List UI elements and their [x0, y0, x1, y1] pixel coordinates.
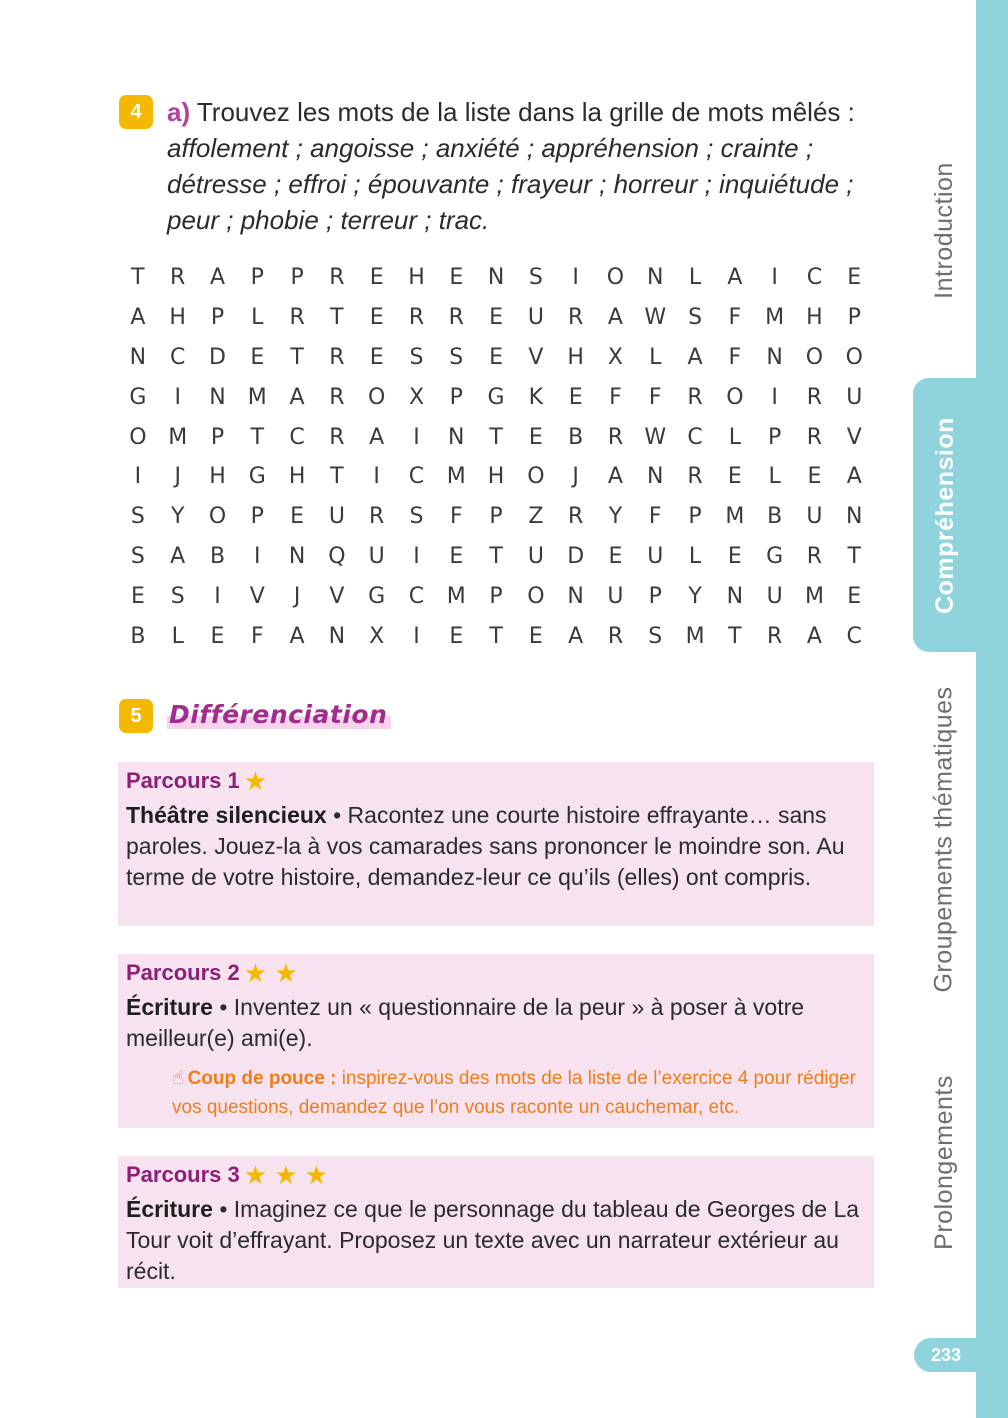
grid-letter: R [329, 384, 345, 410]
parcours-2-box [118, 954, 874, 1128]
grid-letter: E [130, 583, 145, 609]
grid-letter: T [489, 543, 503, 569]
grid-letter: E [290, 504, 305, 530]
tab-comprehension[interactable] [913, 378, 977, 652]
grid-letter: R [448, 305, 464, 331]
grid-letter: N [766, 344, 783, 370]
grid-letter: D [209, 344, 226, 370]
grid-letter: Y [688, 583, 702, 609]
grid-letter: C [846, 623, 862, 649]
grid-letter: R [607, 424, 624, 450]
grid-letter: H [169, 305, 186, 331]
grid-letter: H [567, 344, 584, 370]
grid-letter: F [250, 623, 264, 649]
thumbs-up-icon: ☝ [172, 1068, 184, 1089]
parcours-1-heading [126, 766, 866, 796]
grid-letter: W [644, 424, 667, 450]
grid-letter: L [171, 623, 184, 649]
grid-letter: E [528, 424, 543, 450]
grid-letter: T [728, 623, 742, 649]
tab-introduction-label: Introduction [929, 161, 958, 299]
tab-groupements-label: Groupements thématiques [929, 685, 958, 993]
grid-letter: U [328, 504, 345, 530]
star-icon: ★ ★ [243, 958, 298, 988]
exercise-4-part-label: a) [167, 97, 191, 127]
grid-letter: R [289, 305, 305, 331]
grid-letter: S [130, 543, 145, 569]
grid-letter: P [648, 583, 662, 609]
grid-row [118, 377, 874, 417]
grid-letter: M [725, 504, 745, 530]
parcours-1-keyword: Théâtre silencieux [126, 802, 327, 828]
word-search-grid [118, 258, 874, 656]
grid-letter: R [607, 623, 624, 649]
grid-letter: G [129, 384, 147, 410]
grid-letter: C [408, 464, 425, 490]
tab-groupements-thematiques[interactable] [920, 672, 968, 1006]
grid-letter: E [847, 583, 862, 609]
grid-letter: O [527, 464, 545, 490]
grid-letter: V [329, 583, 345, 609]
grid-letter: U [527, 543, 544, 569]
parcours-2-keyword: Écriture [126, 994, 213, 1020]
grid-letter: I [771, 265, 778, 291]
grid-letter: L [251, 305, 264, 331]
grid-letter: P [768, 424, 782, 450]
grid-letter: L [649, 344, 662, 370]
parcours-2-body: Écriture • Inventez un « questionnaire de la peur » à poser à votre meilleur(e) ami(e). [126, 994, 805, 1051]
grid-letter: G [487, 384, 505, 410]
grid-letter: M [168, 424, 188, 450]
grid-letter: A [607, 305, 623, 331]
parcours-1-box [118, 762, 874, 926]
grid-letter: O [805, 344, 824, 370]
grid-letter: M [685, 623, 705, 649]
star-icon: ★ [243, 766, 268, 796]
grid-letter: I [373, 464, 380, 490]
grid-letter: I [413, 543, 420, 569]
grid-letter: W [644, 305, 667, 331]
grid-letter: J [293, 583, 301, 609]
grid-letter: R [687, 384, 703, 410]
parcours-1-text: Racontez une courte histoire effrayante… sans paroles. Jouez-la à vos camarades sans prononcer le moindre son. Au terme de votre histoire, demandez-leur ce qu’ils (elles) ont compris. [126, 802, 845, 890]
grid-letter: E [528, 623, 543, 649]
grid-letter: M [247, 384, 267, 410]
grid-letter: S [130, 504, 145, 530]
grid-letter: T [131, 265, 145, 291]
grid-letter: P [489, 504, 503, 530]
grid-letter: I [413, 623, 420, 649]
grid-letter: P [250, 504, 264, 530]
grid-letter: H [806, 305, 823, 331]
grid-row [118, 457, 874, 497]
grid-row [118, 417, 874, 457]
grid-letter: A [289, 384, 305, 410]
grid-letter: U [846, 384, 863, 410]
grid-letter: P [489, 583, 503, 609]
exercise-4-word-list: affolement ; angoisse ; anxiété ; appréhension ; crainte ; détresse ; effroi ; épouvante ; frayeur ; horreur ; inquiétude ; peur ; phobie ; terreur ; trac. [167, 133, 854, 235]
grid-letter: F [609, 384, 622, 410]
grid-letter: J [572, 464, 579, 490]
grid-row [118, 616, 874, 656]
grid-letter: Q [328, 543, 346, 569]
parcours-2-label: Parcours 2 [126, 960, 240, 985]
grid-letter: K [528, 384, 544, 410]
grid-letter: N [288, 543, 306, 569]
grid-letter: C [170, 344, 186, 370]
grid-letter: Y [608, 504, 623, 530]
tip-label: Coup de pouce : [187, 1068, 337, 1089]
grid-letter: O [368, 384, 386, 410]
grid-letter: E [727, 543, 742, 569]
grid-letter: F [648, 504, 662, 530]
grid-letter: I [572, 265, 579, 291]
grid-letter: N [328, 623, 346, 649]
grid-letter: Z [528, 504, 544, 530]
grid-letter: B [130, 623, 146, 649]
grid-letter: S [449, 344, 464, 370]
grid-letter: U [527, 305, 544, 331]
grid-letter: L [688, 265, 702, 291]
grid-letter: E [210, 623, 225, 649]
exercise-5-number-badge: 5 [119, 699, 153, 733]
grid-letter: P [250, 265, 264, 291]
grid-letter: I [214, 583, 221, 609]
grid-letter: M [446, 583, 466, 609]
grid-letter: E [250, 344, 265, 370]
grid-letter: H [487, 464, 505, 490]
grid-letter: G [248, 464, 266, 490]
grid-letter: O [208, 504, 227, 530]
grid-letter: M [765, 305, 785, 331]
grid-letter: J [174, 464, 181, 490]
tip-text: inspirez-vous des mots de la liste de l’exercice 4 pour rédiger vos questions, demandez que l’on vous raconte un cauchemar, etc. [172, 1068, 856, 1118]
grid-letter: E [608, 543, 623, 569]
star-icon: ★ ★ ★ [243, 1160, 329, 1190]
grid-letter: P [847, 305, 861, 331]
grid-letter: E [807, 464, 822, 490]
grid-letter: P [688, 504, 702, 530]
grid-letter: I [134, 464, 142, 490]
tab-introduction[interactable] [920, 150, 968, 310]
grid-letter: A [727, 265, 743, 291]
parcours-2-heading [126, 958, 866, 988]
grid-letter: U [766, 583, 783, 609]
grid-letter: V [249, 583, 265, 609]
grid-letter: A [130, 305, 146, 331]
grid-letter: R [568, 504, 584, 530]
grid-letter: M [446, 464, 466, 490]
exercise-4-instruction-text: Trouvez les mots de la liste dans la grille de mots mêlés : [196, 97, 855, 127]
grid-letter: E [449, 623, 464, 649]
grid-letter: U [647, 543, 664, 569]
parcours-3-heading [126, 1160, 866, 1190]
grid-letter: C [408, 583, 425, 609]
grid-letter: A [369, 424, 385, 450]
grid-letter: E [727, 464, 742, 490]
grid-letter: S [688, 305, 703, 331]
grid-letter: R [329, 424, 345, 450]
grid-letter: P [210, 305, 225, 331]
grid-letter: H [209, 464, 226, 490]
grid-letter: I [174, 384, 181, 410]
grid-letter: R [369, 504, 385, 530]
grid-letter: N [567, 583, 584, 609]
grid-letter: R [568, 305, 584, 331]
parcours-3-body: Écriture • Imaginez ce que le personnage du tableau de Georges de La Tour voit d’effrayant. Proposez un texte avec un narrateur extérieur au récit. [126, 1196, 860, 1284]
exercise-4-number-badge: 4 [119, 95, 153, 129]
grid-letter: T [250, 424, 265, 450]
grid-letter: O [606, 265, 625, 291]
grid-letter: F [449, 504, 463, 530]
grid-letter: R [767, 623, 783, 649]
parcours-3-keyword: Écriture [126, 1196, 213, 1222]
grid-letter: O [845, 344, 863, 370]
grid-letter: S [648, 623, 663, 649]
grid-letter: U [607, 583, 624, 609]
grid-letter: R [687, 464, 703, 490]
grid-letter: T [330, 305, 344, 331]
parcours-3-text: Imaginez ce que le personnage du tableau de Georges de La Tour voit d’effrayant. Proposez un texte avec un narrateur extérieur au récit. [126, 1196, 860, 1284]
grid-letter: N [209, 384, 226, 410]
grid-letter: A [687, 344, 703, 370]
parcours-1-body: Théâtre silencieux • Racontez une courte histoire effrayante… sans paroles. Jouez-la à vos camarades sans prononcer le moindre son. Au terme de votre histoire, demandez-leur ce qu’ils (elles) ont compris. [126, 802, 845, 890]
grid-letter: R [806, 543, 823, 569]
grid-letter: T [489, 623, 503, 649]
grid-letter: A [607, 464, 623, 490]
page-number: 233 [914, 1338, 978, 1372]
grid-letter: I [413, 424, 420, 450]
parcours-1-label: Parcours 1 [126, 768, 240, 793]
grid-letter: X [408, 384, 425, 410]
grid-letter: E [449, 543, 464, 569]
grid-letter: F [648, 384, 662, 410]
grid-letter: N [647, 464, 664, 490]
grid-letter: B [209, 543, 226, 569]
grid-letter: C [289, 424, 305, 450]
grid-letter: A [846, 464, 862, 490]
grid-letter: E [369, 265, 384, 291]
coup-de-pouce-tip [172, 1064, 866, 1122]
parcours-3-label: Parcours 3 [126, 1162, 240, 1187]
grid-letter: L [768, 464, 781, 490]
grid-letter: P [210, 424, 225, 450]
grid-letter: C [687, 424, 703, 450]
grid-letter: U [806, 504, 823, 530]
grid-letter: M [804, 583, 824, 609]
grid-letter: R [806, 424, 823, 450]
chapter-sidebar [976, 0, 1008, 1418]
grid-letter: O [726, 384, 744, 410]
grid-letter: E [847, 265, 862, 291]
grid-letter: T [847, 543, 861, 569]
grid-letter: D [567, 543, 585, 569]
grid-letter: E [369, 344, 384, 370]
grid-letter: S [409, 344, 424, 370]
grid-letter: N [448, 424, 465, 450]
grid-letter: O [527, 583, 545, 609]
grid-row [118, 258, 874, 298]
grid-letter: T [290, 344, 304, 370]
parcours-2-text: Inventez un « questionnaire de la peur » à poser à votre meilleur(e) ami(e). [126, 994, 805, 1051]
grid-letter: E [489, 305, 504, 331]
grid-letter: N [487, 265, 505, 291]
grid-letter: S [528, 265, 543, 291]
grid-row [118, 298, 874, 338]
grid-letter: R [329, 344, 345, 370]
grid-letter: B [767, 504, 783, 530]
grid-letter: S [170, 583, 185, 609]
grid-letter: U [368, 543, 385, 569]
grid-letter: L [688, 543, 702, 569]
grid-letter: R [170, 265, 186, 291]
tab-comprehension-label: Compréhension [930, 416, 959, 614]
grid-letter: V [528, 344, 544, 370]
grid-letter: R [408, 305, 425, 331]
grid-letter: C [806, 265, 823, 291]
grid-letter: E [369, 305, 384, 331]
grid-letter: G [766, 543, 784, 569]
grid-letter: X [369, 623, 385, 649]
grid-row [118, 537, 874, 577]
grid-letter: A [209, 265, 226, 291]
grid-letter: X [607, 344, 623, 370]
grid-letter: Y [170, 504, 185, 530]
grid-letter: S [409, 504, 424, 530]
grid-letter: H [408, 265, 425, 291]
grid-letter: T [489, 424, 503, 450]
grid-letter: N [129, 344, 147, 370]
grid-letter: E [568, 384, 583, 410]
grid-letter: R [329, 265, 345, 291]
tab-prolongements-label: Prolongements [929, 1074, 958, 1250]
grid-letter: H [288, 464, 306, 490]
grid-letter: N [647, 265, 664, 291]
grid-letter: F [728, 344, 742, 370]
grid-row [118, 338, 874, 378]
grid-letter: P [449, 384, 463, 410]
grid-row [118, 576, 874, 616]
grid-letter: N [846, 504, 863, 530]
grid-letter: E [449, 265, 464, 291]
grid-letter: E [489, 344, 504, 370]
parcours-3-box [118, 1156, 874, 1288]
grid-letter: A [170, 543, 186, 569]
exercise-5-title: Différenciation [167, 700, 391, 729]
grid-letter: I [771, 384, 778, 410]
grid-letter: L [728, 424, 741, 450]
grid-letter: V [846, 424, 862, 450]
grid-letter: P [290, 265, 304, 291]
grid-letter: F [728, 305, 742, 331]
grid-letter: I [254, 543, 261, 569]
grid-letter: T [330, 464, 344, 490]
grid-letter: A [568, 623, 584, 649]
exercise-4-instruction [167, 94, 867, 238]
grid-letter: N [726, 583, 744, 609]
grid-letter: B [568, 424, 584, 450]
tab-prolongements[interactable] [920, 1062, 968, 1262]
grid-letter: O [129, 424, 147, 450]
grid-letter: A [806, 623, 822, 649]
grid-letter: R [806, 384, 823, 410]
grid-letter: A [289, 623, 305, 649]
grid-row [118, 497, 874, 537]
grid-letter: G [368, 583, 386, 609]
